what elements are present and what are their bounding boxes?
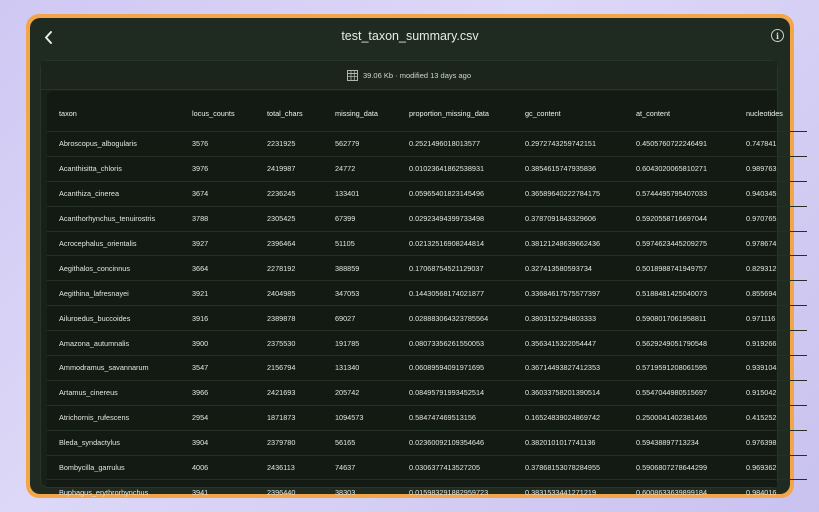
table-row [47, 356, 807, 381]
table-cell-locus-counts: 3921 [180, 281, 255, 306]
table-cell-taxon: Acrocephalus_orientalis [47, 231, 180, 256]
table-cell-taxon: Acanthorhynchus_tenuirostris [47, 206, 180, 231]
table-cell-total-chars: 2278192 [255, 256, 323, 281]
table-cell-gc-content: 0.2972743259742151 [513, 132, 624, 157]
table-cell-missing-data: 562779 [323, 132, 397, 157]
table-cell-nucleotides: 0.747841 [734, 132, 807, 157]
csv-table [47, 91, 807, 504]
table-cell-at-content: 0.5188481425040073 [624, 281, 734, 306]
table-body [47, 132, 807, 505]
table-cell-taxon: Aegithalos_concinnus [47, 256, 180, 281]
table-cell-missing-data: 388859 [323, 256, 397, 281]
table-cell-proportion-missing-data: 0.17068754521129037 [397, 256, 513, 281]
table-row [47, 331, 807, 356]
table-cell-nucleotides: 0.415252 [734, 405, 807, 430]
table-cell-proportion-missing-data: 0.06089594091971695 [397, 356, 513, 381]
table-cell-missing-data: 24772 [323, 156, 397, 181]
table-cell-taxon: Acanthisitta_chloris [47, 156, 180, 181]
table-cell-locus-counts: 3916 [180, 306, 255, 331]
table-cell-locus-counts: 3900 [180, 331, 255, 356]
table-cell-locus-counts: 4006 [180, 455, 255, 480]
table-cell-locus-counts: 3674 [180, 181, 255, 206]
table-cell-nucleotides: 0.971116 [734, 306, 807, 331]
table-cell-proportion-missing-data: 0.14430568174021877 [397, 281, 513, 306]
table-cell-proportion-missing-data: 0.01023641862538931 [397, 156, 513, 181]
table-cell-missing-data: 133401 [323, 181, 397, 206]
file-meta-bar [41, 61, 777, 90]
column-header-at-content[interactable]: at_content [636, 108, 671, 118]
table-cell-proportion-missing-data: 0.05965401823145496 [397, 181, 513, 206]
table-cell-gc-content: 0.3854615747935836 [513, 156, 624, 181]
table-cell-total-chars: 2236245 [255, 181, 323, 206]
table-row [47, 480, 807, 504]
table-cell-gc-content: 0.3820101017741136 [513, 430, 624, 455]
table-cell-nucleotides: 0.915042 [734, 380, 807, 405]
table-cell-nucleotides: 0.978674 [734, 231, 807, 256]
app-frame [26, 14, 794, 498]
table-cell-gc-content: 0.33684617575577397 [513, 281, 624, 306]
file-meta-text: 39.06 Kb · modified 13 days ago [363, 70, 471, 80]
table-cell-at-content: 0.5908017061958811 [624, 306, 734, 331]
table-cell-nucleotides: 0.976398 [734, 430, 807, 455]
table-cell-missing-data: 191785 [323, 331, 397, 356]
table-cell-at-content: 0.5744495795407033 [624, 181, 734, 206]
table-cell-taxon: Buphagus_erythrorhynchus [47, 480, 180, 504]
table-cell-locus-counts: 3966 [180, 380, 255, 405]
info-icon: i [775, 30, 780, 41]
table-cell-locus-counts: 2954 [180, 405, 255, 430]
table-cell-at-content: 0.4505760722246491 [624, 132, 734, 157]
table-cell-nucleotides: 0.919266 [734, 331, 807, 356]
table-cell-proportion-missing-data: 0.0306377413527205 [397, 455, 513, 480]
app-window [30, 18, 790, 497]
column-header-proportion-missing-data[interactable]: proportion_missing_data [409, 108, 489, 118]
table-cell-locus-counts: 3976 [180, 156, 255, 181]
table-cell-total-chars: 2396440 [255, 480, 323, 504]
table-cell-taxon: Abroscopus_albogularis [47, 132, 180, 157]
table-cell-total-chars: 2231925 [255, 132, 323, 157]
table-row [47, 132, 807, 157]
table-cell-nucleotides: 0.829312 [734, 256, 807, 281]
table-cell-taxon: Artamus_cinereus [47, 380, 180, 405]
table-cell-missing-data: 131340 [323, 356, 397, 381]
table-cell-total-chars: 2389878 [255, 306, 323, 331]
table-row [47, 156, 807, 181]
table-cell-missing-data: 38303 [323, 480, 397, 504]
column-header-gc-content[interactable]: gc_content [525, 108, 561, 118]
table-cell-locus-counts: 3941 [180, 480, 255, 504]
table-icon [347, 70, 358, 81]
table-row [47, 380, 807, 405]
table-cell-total-chars: 1871873 [255, 405, 323, 430]
table-cell-locus-counts: 3576 [180, 132, 255, 157]
table-cell-missing-data: 74637 [323, 455, 397, 480]
table-cell-proportion-missing-data: 0.028883064323785564 [397, 306, 513, 331]
table-cell-gc-content: 0.3563415322054447 [513, 331, 624, 356]
table-cell-at-content: 0.5974623445209275 [624, 231, 734, 256]
table-cell-taxon: Ammodramus_savannarum [47, 356, 180, 381]
table-cell-at-content: 0.5547044980515697 [624, 380, 734, 405]
table-cell-taxon: Bleda_syndactylus [47, 430, 180, 455]
table-cell-proportion-missing-data: 0.02360092109354646 [397, 430, 513, 455]
table-row [47, 181, 807, 206]
table-row [47, 256, 807, 281]
table-cell-missing-data: 347053 [323, 281, 397, 306]
table-cell-at-content: 0.5719591208061595 [624, 356, 734, 381]
table-row [47, 405, 807, 430]
table-cell-total-chars: 2421693 [255, 380, 323, 405]
table-cell-locus-counts: 3904 [180, 430, 255, 455]
table-cell-nucleotides: 0.855694 [734, 281, 807, 306]
table-cell-proportion-missing-data: 0.584747469513156 [397, 405, 513, 430]
table-cell-gc-content: 0.3803152294803333 [513, 306, 624, 331]
csv-table-container[interactable] [47, 91, 783, 497]
table-cell-total-chars: 2156794 [255, 356, 323, 381]
table-row [47, 430, 807, 455]
table-cell-taxon: Bombycilla_garrulus [47, 455, 180, 480]
table-cell-taxon: Acanthiza_cinerea [47, 181, 180, 206]
file-viewer-panel [40, 60, 783, 497]
table-cell-proportion-missing-data: 0.015983291882959723 [397, 480, 513, 504]
table-cell-at-content: 0.5629249051790548 [624, 331, 734, 356]
table-cell-at-content: 0.59438897713234 [624, 430, 734, 455]
column-header-missing-data[interactable]: missing_data [335, 108, 378, 118]
table-cell-total-chars: 2404985 [255, 281, 323, 306]
column-header-locus-counts[interactable]: locus_counts [192, 108, 235, 118]
table-cell-gc-content: 0.36714493827412353 [513, 356, 624, 381]
table-cell-total-chars: 2396464 [255, 231, 323, 256]
table-cell-missing-data: 1094573 [323, 405, 397, 430]
table-cell-nucleotides: 0.984016 [734, 480, 807, 504]
table-cell-at-content: 0.5906807278644299 [624, 455, 734, 480]
table-cell-at-content: 0.5018988741949757 [624, 256, 734, 281]
table-row [47, 306, 807, 331]
table-cell-proportion-missing-data: 0.02923494399733498 [397, 206, 513, 231]
table-cell-taxon: Ailuroedus_buccoides [47, 306, 180, 331]
table-cell-at-content: 0.2500041402381465 [624, 405, 734, 430]
table-cell-missing-data: 56165 [323, 430, 397, 455]
table-cell-total-chars: 2419987 [255, 156, 323, 181]
table-cell-nucleotides: 0.989763 [734, 156, 807, 181]
column-header-total-chars[interactable]: total_chars [267, 108, 303, 118]
table-row [47, 206, 807, 231]
table-cell-proportion-missing-data: 0.08073356261550053 [397, 331, 513, 356]
window-title: test_taxon_summary.csv [341, 29, 479, 43]
table-cell-total-chars: 2305425 [255, 206, 323, 231]
table-cell-gc-content: 0.16524839024869742 [513, 405, 624, 430]
table-cell-missing-data: 67399 [323, 206, 397, 231]
table-cell-missing-data: 69027 [323, 306, 397, 331]
table-cell-total-chars: 2379780 [255, 430, 323, 455]
table-row [47, 231, 807, 256]
table-cell-taxon: Aegithina_lafresnayei [47, 281, 180, 306]
table-cell-gc-content: 0.36589640222784175 [513, 181, 624, 206]
table-cell-nucleotides: 0.940345 [734, 181, 807, 206]
table-cell-gc-content: 0.3787091843329606 [513, 206, 624, 231]
table-cell-total-chars: 2375530 [255, 331, 323, 356]
table-cell-locus-counts: 3788 [180, 206, 255, 231]
table-cell-nucleotides: 0.969362 [734, 455, 807, 480]
table-cell-taxon: Atrichornis_rufescens [47, 405, 180, 430]
table-cell-at-content: 0.6008633639899184 [624, 480, 734, 504]
table-header-row [47, 91, 807, 132]
table-cell-locus-counts: 3664 [180, 256, 255, 281]
title-bar [30, 18, 790, 56]
table-cell-total-chars: 2436113 [255, 455, 323, 480]
table-cell-taxon: Amazona_autumnalis [47, 331, 180, 356]
table-cell-locus-counts: 3927 [180, 231, 255, 256]
table-cell-missing-data: 51105 [323, 231, 397, 256]
table-cell-proportion-missing-data: 0.08495791993452514 [397, 380, 513, 405]
table-cell-at-content: 0.6043020065810271 [624, 156, 734, 181]
table-cell-missing-data: 205742 [323, 380, 397, 405]
info-button[interactable] [771, 29, 784, 42]
table-cell-proportion-missing-data: 0.2521496018013577 [397, 132, 513, 157]
table-cell-gc-content: 0.36033758201390514 [513, 380, 624, 405]
table-row [47, 281, 807, 306]
table-cell-nucleotides: 0.939104 [734, 356, 807, 381]
table-cell-locus-counts: 3547 [180, 356, 255, 381]
table-cell-gc-content: 0.327413580593734 [513, 256, 624, 281]
table-cell-at-content: 0.5920558716697044 [624, 206, 734, 231]
column-header-nucleotides[interactable]: nucleotides [746, 108, 783, 118]
column-header-taxon[interactable]: taxon [59, 108, 77, 118]
table-cell-gc-content: 0.3831533441271219 [513, 480, 624, 504]
table-cell-gc-content: 0.38121248639662436 [513, 231, 624, 256]
table-row [47, 455, 807, 480]
table-cell-gc-content: 0.37868153078284955 [513, 455, 624, 480]
table-cell-proportion-missing-data: 0.02132516908244814 [397, 231, 513, 256]
table-cell-nucleotides: 0.970765 [734, 206, 807, 231]
